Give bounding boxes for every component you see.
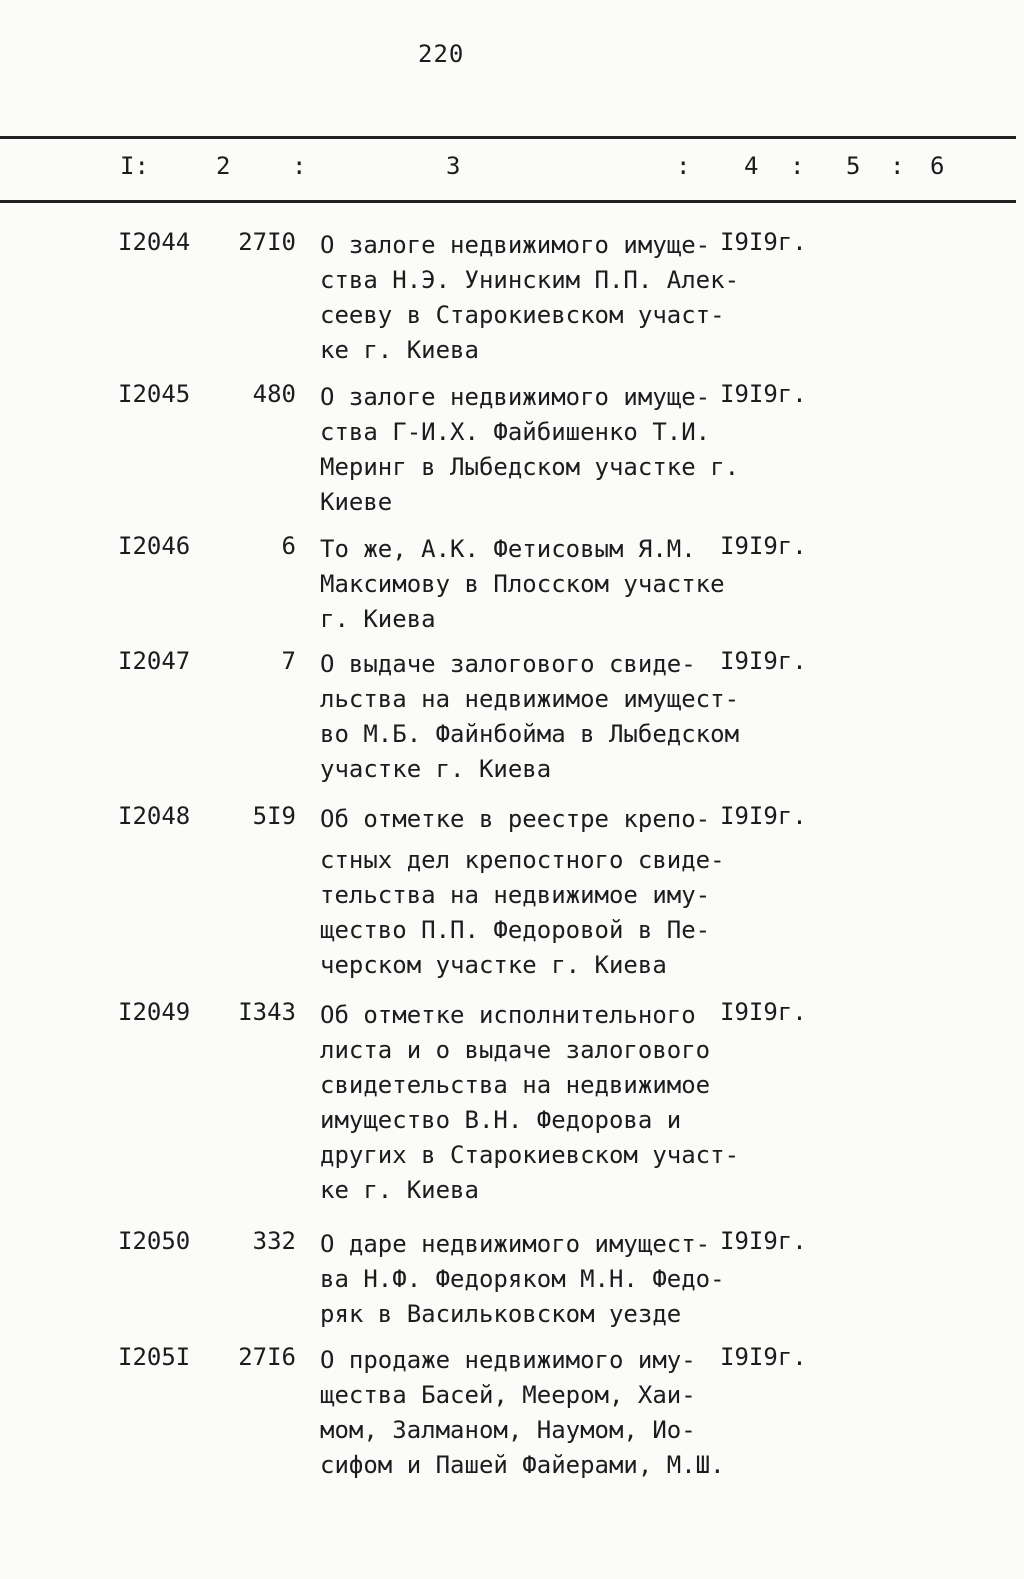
entry-sheet-count: 332 [252, 1227, 296, 1255]
description-line: участке г. Киева [320, 755, 552, 783]
column-header-3: 3 [446, 152, 461, 180]
entry-description [320, 647, 740, 787]
entry-description [320, 228, 740, 368]
description-line: стных дел крепостного свиде- [320, 846, 725, 874]
column-header-4: 4 [744, 152, 759, 180]
description-line: щества Басей, Меером, Хаи- [320, 1381, 696, 1409]
column-separator: : [790, 152, 805, 180]
entry-sheet-count: 480 [252, 380, 296, 408]
entry-sheet-count: 6 [281, 532, 296, 560]
entry-year: I9I9г. [720, 1227, 807, 1255]
description-line: Об отметке исполнительного [320, 1001, 696, 1029]
entry-sheet-count: I343 [238, 998, 296, 1026]
entry-number: I2047 [118, 647, 191, 675]
entry-description [320, 802, 725, 983]
entry-year: I9I9г. [720, 998, 807, 1026]
entry-description [320, 998, 740, 1208]
entry-sheet-count: 27I6 [238, 1343, 296, 1371]
entry-number: I2049 [118, 998, 191, 1026]
description-line: льства на недвижимое имущест- [320, 685, 740, 713]
description-line: свидетельства на недвижимое [320, 1071, 711, 1099]
entry-number: I205I [118, 1343, 191, 1371]
entry-year: I9I9г. [720, 228, 807, 256]
entry-number: I2044 [118, 228, 191, 256]
description-line: г. Киева [320, 605, 436, 633]
entry-description [320, 380, 740, 520]
description-line: О залоге недвижимого имуще- [320, 231, 711, 259]
description-line: во М.Б. Файнбойма в Лыбедском [320, 720, 740, 748]
description-line: ва Н.Ф. Федоряком М.Н. Федо- [320, 1265, 725, 1293]
description-line: других в Старокиевском участ- [320, 1141, 740, 1169]
description-line: О выдаче залогового свиде- [320, 650, 696, 678]
column-separator: : [676, 152, 691, 180]
entry-description [320, 1343, 725, 1483]
description-line: Меринг в Лыбедском участке г. [320, 453, 740, 481]
entry-sheet-count: 5I9 [252, 802, 296, 830]
description-line: щество П.П. Федоровой в Пе- [320, 916, 711, 944]
description-line: ства Г-И.Х. Файбишенко Т.И. [320, 418, 711, 446]
column-header-1: I: [120, 152, 149, 180]
description-line: Об отметке в реестре крепо- [320, 805, 711, 833]
entry-year: I9I9г. [720, 1343, 807, 1371]
description-line: О залоге недвижимого имуще- [320, 383, 711, 411]
description-line: мом, Залманом, Наумом, Ио- [320, 1416, 696, 1444]
entry-year: I9I9г. [720, 647, 807, 675]
column-separator: : [890, 152, 905, 180]
entry-number: I2050 [118, 1227, 191, 1255]
description-line: Киеве [320, 488, 393, 516]
description-line: сифом и Пашей Файерами, М.Ш. [320, 1451, 725, 1479]
page-number: 220 [418, 40, 465, 68]
column-header-2: 2 [216, 152, 231, 180]
entry-year: I9I9г. [720, 380, 807, 408]
entry-year: I9I9г. [720, 802, 807, 830]
entry-sheet-count: 27I0 [238, 228, 296, 256]
entry-year: I9I9г. [720, 532, 807, 560]
description-line: ства Н.Э. Унинским П.П. Алек- [320, 266, 740, 294]
column-header-6: 6 [930, 152, 945, 180]
entry-number: I2048 [118, 802, 191, 830]
entry-description [320, 532, 725, 637]
description-line: тельства на недвижимое иму- [320, 881, 711, 909]
description-line: листа и о выдаче залогового [320, 1036, 711, 1064]
description-line: ке г. Киева [320, 1176, 479, 1204]
description-line: ряк в Васильковском уезде [320, 1300, 682, 1328]
description-line: сееву в Старокиевском участ- [320, 301, 725, 329]
description-line: О продаже недвижимого иму- [320, 1346, 696, 1374]
header-top-rule [0, 136, 1016, 139]
description-line: То же, А.К. Фетисовым Я.М. [320, 535, 696, 563]
description-line: черском участке г. Киева [320, 951, 667, 979]
column-header-row [0, 152, 1024, 188]
description-line: О даре недвижимого имущест- [320, 1230, 711, 1258]
column-separator: : [292, 152, 307, 180]
description-line: ке г. Киева [320, 336, 479, 364]
entry-description [320, 1227, 725, 1332]
entry-number: I2045 [118, 380, 191, 408]
column-header-5: 5 [846, 152, 861, 180]
entry-sheet-count: 7 [281, 647, 296, 675]
description-line: имущество В.Н. Федорова и [320, 1106, 682, 1134]
header-bottom-rule [0, 200, 1016, 203]
entry-number: I2046 [118, 532, 191, 560]
description-line: Максимову в Плосском участке [320, 570, 725, 598]
